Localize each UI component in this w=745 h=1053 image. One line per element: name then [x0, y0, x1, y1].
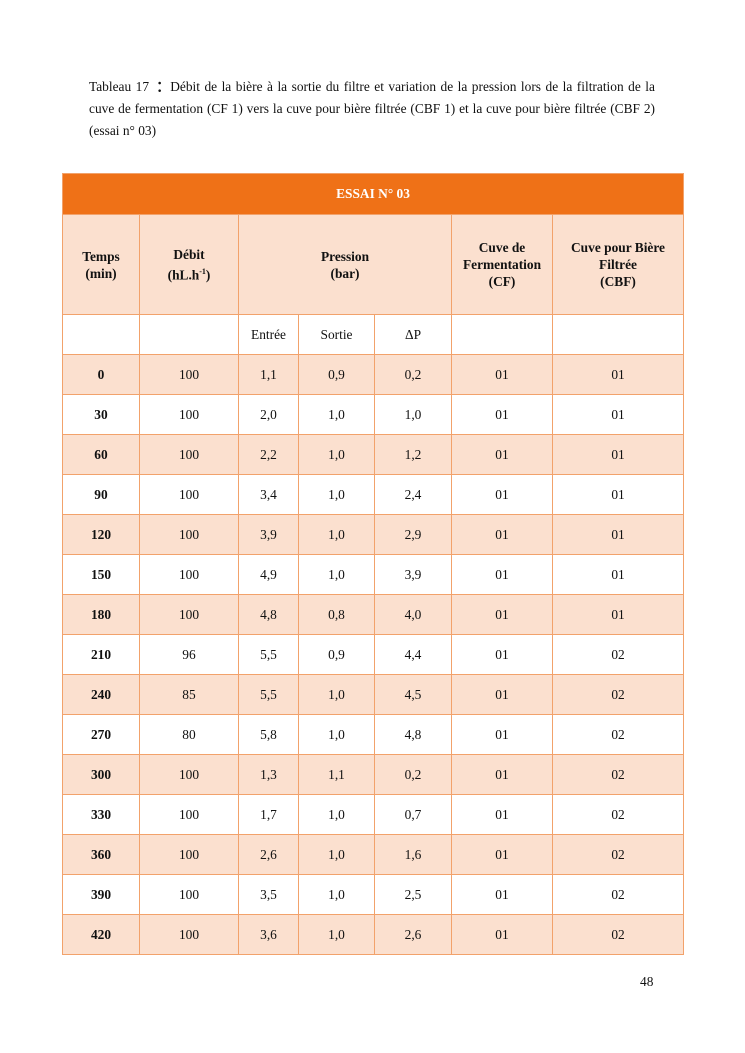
table-row — [63, 635, 684, 675]
cell-cf: 01 — [452, 555, 553, 595]
essai-table — [62, 173, 684, 955]
cell-debit: 96 — [140, 635, 239, 675]
cell-cf: 01 — [452, 715, 553, 755]
cell-debit: 100 — [140, 435, 239, 475]
header-cf — [452, 215, 553, 315]
cell-cbf: 02 — [553, 675, 684, 715]
cell-delta-p: 4,0 — [375, 595, 452, 635]
cell-entree: 2,6 — [239, 835, 299, 875]
caption-colon: : — [156, 72, 163, 97]
cell-delta-p: 4,5 — [375, 675, 452, 715]
subheader-empty-cf — [452, 315, 553, 355]
cell-sortie: 1,0 — [299, 915, 375, 955]
cell-cf: 01 — [452, 435, 553, 475]
cell-entree: 1,7 — [239, 795, 299, 835]
cell-cbf: 01 — [553, 395, 684, 435]
cell-cbf: 02 — [553, 835, 684, 875]
cell-entree: 2,0 — [239, 395, 299, 435]
cell-entree: 2,2 — [239, 435, 299, 475]
cell-delta-p: 0,7 — [375, 795, 452, 835]
table-row — [63, 595, 684, 635]
cell-entree: 3,4 — [239, 475, 299, 515]
subheader-sortie: Sortie — [299, 315, 375, 355]
header-pression-unit: (bar) — [330, 265, 360, 281]
cell-delta-p: 1,2 — [375, 435, 452, 475]
cell-delta-p: 4,8 — [375, 715, 452, 755]
cell-entree: 1,1 — [239, 355, 299, 395]
cell-temps: 240 — [63, 675, 140, 715]
cell-sortie: 1,0 — [299, 475, 375, 515]
cell-cf: 01 — [452, 595, 553, 635]
cell-temps: 180 — [63, 595, 140, 635]
cell-cf: 01 — [452, 835, 553, 875]
header-cbf-line2: Filtrée — [599, 257, 637, 272]
cell-entree: 5,8 — [239, 715, 299, 755]
table-row — [63, 875, 684, 915]
header-temps-unit: (min) — [85, 265, 117, 281]
cell-cbf: 01 — [553, 595, 684, 635]
subheader-empty-debit — [140, 315, 239, 355]
header-temps-label: Temps — [82, 248, 120, 264]
table-row — [63, 715, 684, 755]
cell-sortie: 1,1 — [299, 755, 375, 795]
cell-cbf: 02 — [553, 755, 684, 795]
cell-cbf: 01 — [553, 355, 684, 395]
table-row — [63, 555, 684, 595]
cell-cbf: 01 — [553, 475, 684, 515]
cell-cf: 01 — [452, 675, 553, 715]
cell-cbf: 02 — [553, 915, 684, 955]
cell-temps: 360 — [63, 835, 140, 875]
cell-cbf: 02 — [553, 875, 684, 915]
page-number: 48 — [640, 974, 654, 989]
cell-temps: 210 — [63, 635, 140, 675]
cell-sortie: 1,0 — [299, 715, 375, 755]
cell-temps: 300 — [63, 755, 140, 795]
header-cf-line2: Fermentation — [462, 257, 542, 272]
cell-delta-p: 3,9 — [375, 555, 452, 595]
cell-temps: 90 — [63, 475, 140, 515]
cell-debit: 100 — [140, 755, 239, 795]
cell-temps: 270 — [63, 715, 140, 755]
table-row — [63, 435, 684, 475]
header-cbf — [553, 215, 684, 315]
cell-entree: 4,8 — [239, 595, 299, 635]
cell-temps: 420 — [63, 915, 140, 955]
header-cbf-line3: (CBF) — [600, 274, 636, 289]
cell-cf: 01 — [452, 355, 553, 395]
cell-entree: 3,5 — [239, 875, 299, 915]
cell-debit: 100 — [140, 395, 239, 435]
subheader-entree: Entrée — [239, 315, 299, 355]
header-cf-line3: (CF) — [488, 274, 516, 289]
cell-sortie: 0,9 — [299, 355, 375, 395]
table-caption — [89, 72, 655, 142]
cell-sortie: 1,0 — [299, 795, 375, 835]
cell-sortie: 1,0 — [299, 835, 375, 875]
cell-temps: 60 — [63, 435, 140, 475]
cell-debit: 100 — [140, 555, 239, 595]
caption-text: Débit de la bière à la sortie du filtre et variation de la pression lors de la filtration de la cuve de fermentation (CF 1) vers la cuve pour bière filtrée (CBF 1) et la cuve pour bière filtrée (CBF 2) (essai n° 03) — [89, 79, 655, 138]
cell-entree: 4,9 — [239, 555, 299, 595]
table-row — [63, 355, 684, 395]
header-cbf-line1: Cuve pour Bière — [571, 240, 665, 255]
cell-sortie: 0,8 — [299, 595, 375, 635]
header-debit-unit: (hL.h — [167, 267, 200, 283]
cell-entree: 3,9 — [239, 515, 299, 555]
cell-cbf: 02 — [553, 715, 684, 755]
cell-cf: 01 — [452, 475, 553, 515]
caption-label: Tableau 17 — [89, 79, 150, 94]
cell-cf: 01 — [452, 755, 553, 795]
cell-sortie: 0,9 — [299, 635, 375, 675]
cell-debit: 100 — [140, 355, 239, 395]
header-cf-line1: Cuve de — [478, 240, 526, 255]
cell-delta-p: 2,6 — [375, 915, 452, 955]
subheader-empty-temps — [63, 315, 140, 355]
cell-delta-p: 2,5 — [375, 875, 452, 915]
subheader-empty-cbf — [553, 315, 684, 355]
cell-debit: 100 — [140, 595, 239, 635]
cell-sortie: 1,0 — [299, 435, 375, 475]
cell-temps: 390 — [63, 875, 140, 915]
cell-delta-p: 4,4 — [375, 635, 452, 675]
cell-cf: 01 — [452, 875, 553, 915]
cell-debit: 100 — [140, 475, 239, 515]
cell-entree: 3,6 — [239, 915, 299, 955]
cell-temps: 120 — [63, 515, 140, 555]
cell-debit: 100 — [140, 795, 239, 835]
cell-debit: 100 — [140, 915, 239, 955]
table-row — [63, 515, 684, 555]
cell-cf: 01 — [452, 395, 553, 435]
header-debit-unit-sup: -1 — [199, 266, 206, 276]
cell-cbf: 02 — [553, 635, 684, 675]
cell-entree: 5,5 — [239, 675, 299, 715]
cell-cbf: 01 — [553, 555, 684, 595]
cell-entree: 1,3 — [239, 755, 299, 795]
table-row — [63, 475, 684, 515]
cell-cf: 01 — [452, 915, 553, 955]
table-row — [63, 675, 684, 715]
table-body — [63, 355, 684, 955]
table-row — [63, 835, 684, 875]
table-row — [63, 755, 684, 795]
cell-temps: 0 — [63, 355, 140, 395]
cell-sortie: 1,0 — [299, 515, 375, 555]
table-row — [63, 915, 684, 955]
cell-cbf: 02 — [553, 795, 684, 835]
cell-debit: 80 — [140, 715, 239, 755]
header-debit-unit-end: ) — [205, 267, 211, 283]
cell-temps: 30 — [63, 395, 140, 435]
cell-debit: 100 — [140, 515, 239, 555]
cell-debit: 100 — [140, 835, 239, 875]
header-debit — [140, 215, 239, 315]
header-pression-label: Pression — [320, 248, 370, 264]
header-temps — [63, 215, 140, 315]
cell-sortie: 1,0 — [299, 555, 375, 595]
cell-temps: 150 — [63, 555, 140, 595]
cell-delta-p: 1,6 — [375, 835, 452, 875]
table-title: ESSAI N° 03 — [63, 174, 684, 215]
cell-cbf: 01 — [553, 515, 684, 555]
header-pression — [239, 215, 452, 315]
header-debit-label: Débit — [173, 246, 205, 262]
cell-entree: 5,5 — [239, 635, 299, 675]
cell-delta-p: 0,2 — [375, 755, 452, 795]
cell-delta-p: 2,9 — [375, 515, 452, 555]
table-row — [63, 795, 684, 835]
cell-delta-p: 2,4 — [375, 475, 452, 515]
cell-sortie: 1,0 — [299, 395, 375, 435]
cell-delta-p: 0,2 — [375, 355, 452, 395]
cell-debit: 100 — [140, 875, 239, 915]
cell-debit: 85 — [140, 675, 239, 715]
cell-cf: 01 — [452, 635, 553, 675]
cell-sortie: 1,0 — [299, 675, 375, 715]
cell-cf: 01 — [452, 795, 553, 835]
subheader-delta-p: ΔP — [375, 315, 452, 355]
cell-cbf: 01 — [553, 435, 684, 475]
cell-temps: 330 — [63, 795, 140, 835]
table-row — [63, 395, 684, 435]
cell-cf: 01 — [452, 515, 553, 555]
cell-sortie: 1,0 — [299, 875, 375, 915]
cell-delta-p: 1,0 — [375, 395, 452, 435]
